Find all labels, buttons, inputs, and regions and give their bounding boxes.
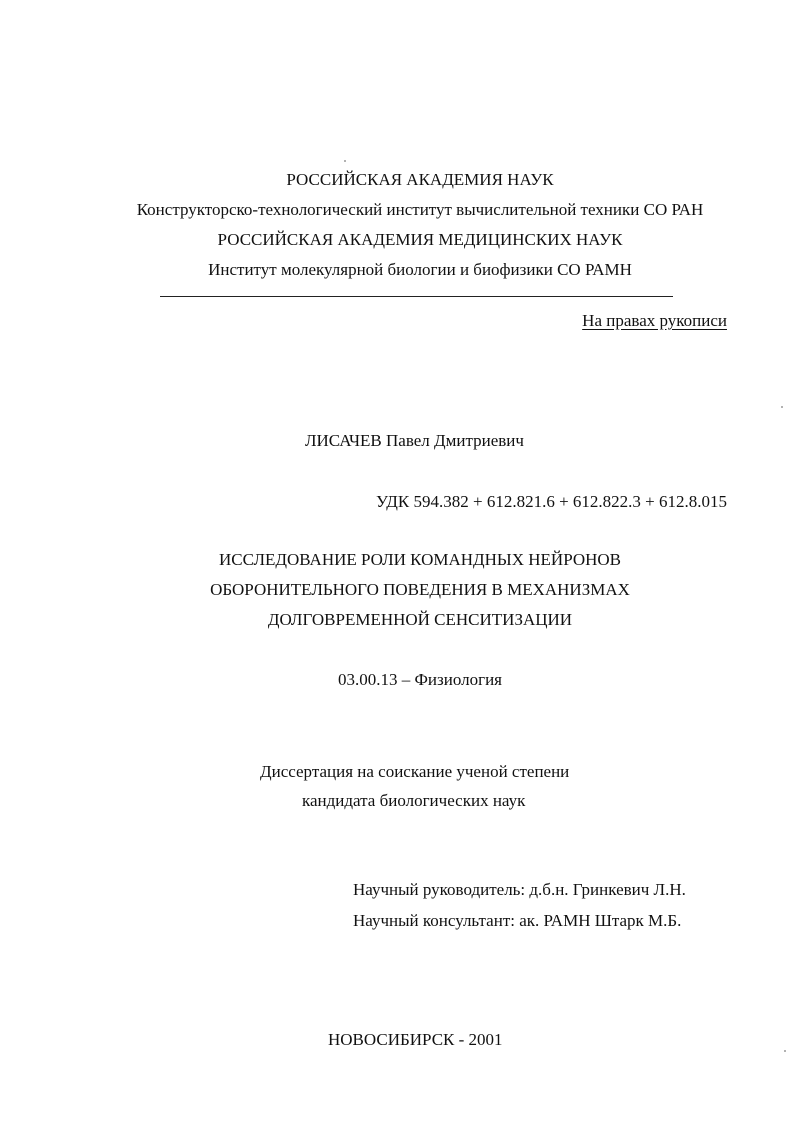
thesis-title-line-2: ОБОРОНИТЕЛЬНОГО ПОВЕДЕНИЯ В МЕХАНИЗМАХ: [210, 580, 630, 599]
institute-name-2: Институт молекулярной биологии и биофизики СО РАМН: [208, 260, 632, 279]
city-year: НОВОСИБИРСК - 2001: [328, 1030, 503, 1049]
author-name: ЛИСАЧЕВ Павел Дмитриевич: [305, 431, 524, 450]
academy-name-2: РОССИЙСКАЯ АКАДЕМИЯ МЕДИЦИНСКИХ НАУК: [217, 230, 623, 249]
header-divider: [160, 296, 673, 297]
scan-speck: [344, 160, 346, 162]
thesis-title-line-3: ДОЛГОВРЕМЕННОЙ СЕНСИТИЗАЦИИ: [267, 610, 573, 629]
scan-speck: [781, 406, 783, 408]
institute-name-1: Конструкторско-технологический институт вычислительной техники СО РАН: [136, 200, 704, 219]
rights-note: На правах рукописи: [582, 311, 727, 330]
scientific-advisor: Научный руководитель: д.б.н. Гринкевич Л.Н.: [353, 880, 686, 899]
degree-line-1: Диссертация на соискание ученой степени: [260, 762, 570, 781]
degree-line-2: кандидата биологических наук: [302, 791, 526, 810]
scan-speck: [784, 1050, 786, 1052]
specialty-code: 03.00.13 – Физиология: [338, 670, 502, 689]
scientific-consultant: Научный консультант: ак. РАМН Штарк М.Б.: [353, 911, 682, 930]
udc-code: УДК 594.382 + 612.821.6 + 612.822.3 + 612.8.015: [375, 492, 727, 511]
thesis-title-line-1: ИССЛЕДОВАНИЕ РОЛИ КОМАНДНЫХ НЕЙРОНОВ: [218, 550, 622, 569]
academy-name-1: РОССИЙСКАЯ АКАДЕМИЯ НАУК: [286, 170, 554, 189]
